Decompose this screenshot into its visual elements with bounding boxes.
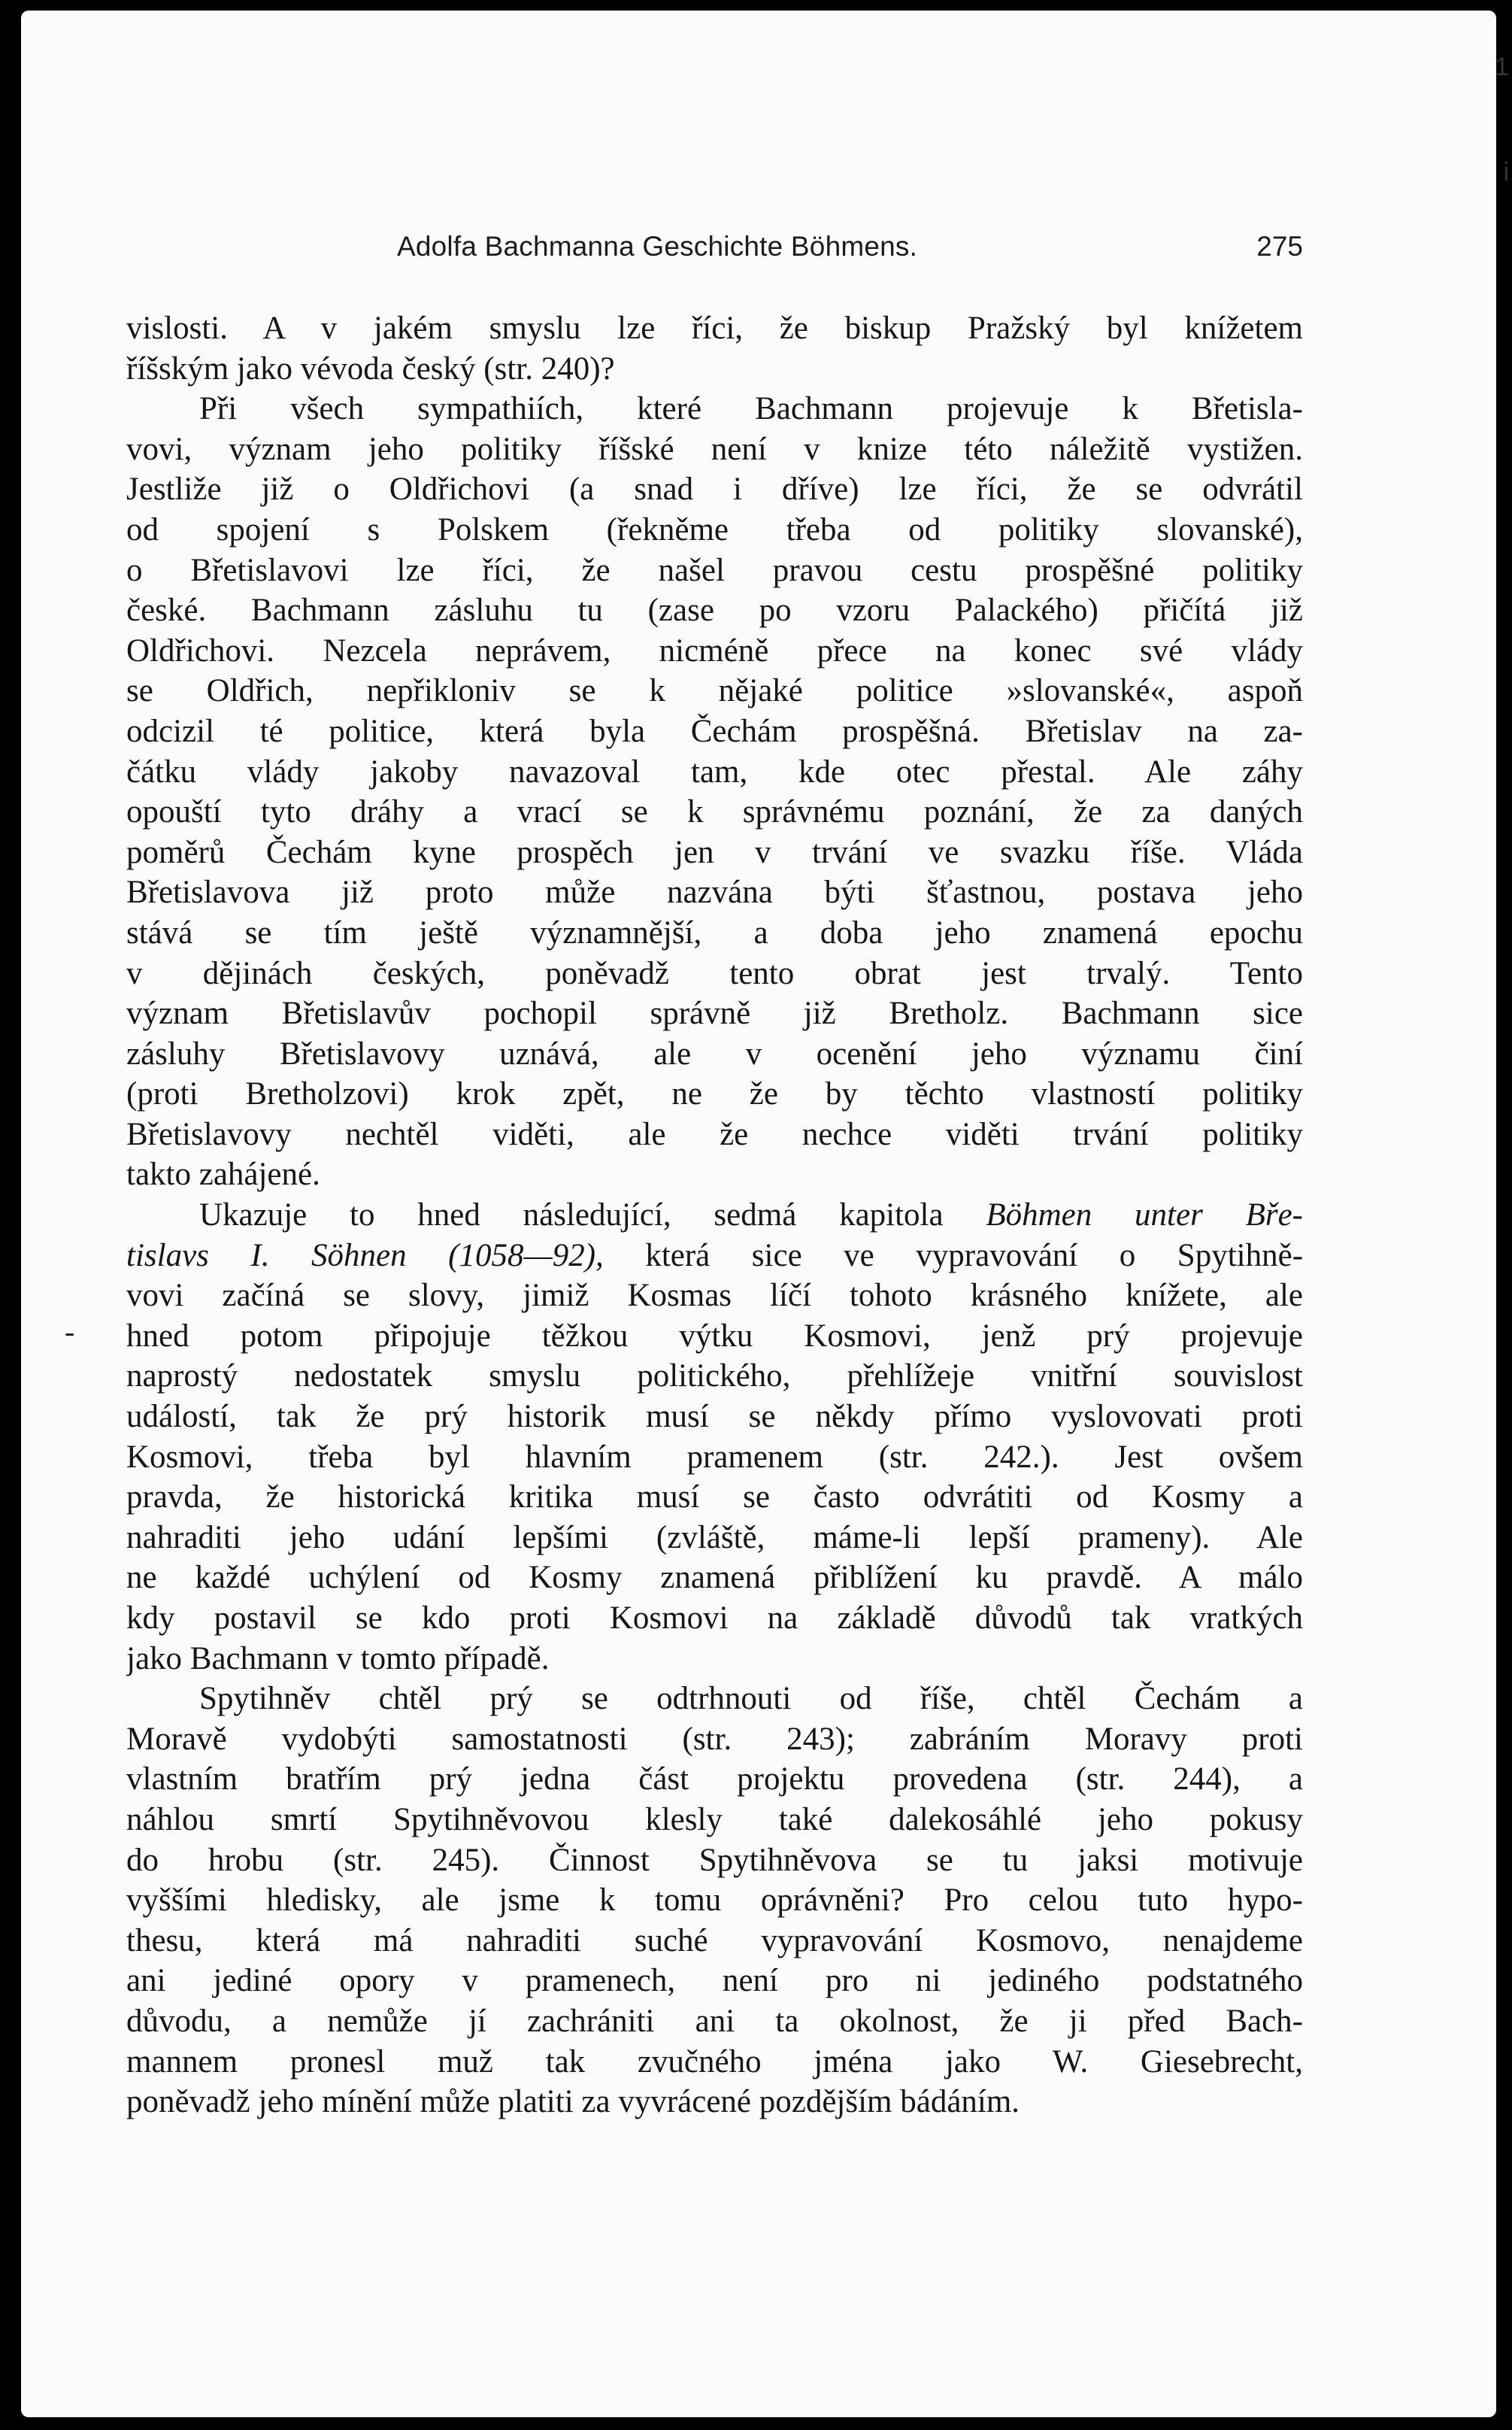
text-line: thesu, která má nahraditi suché vypravování Kosmovo, nenajdeme [126,1922,1303,1958]
text-line: Spytihněv chtěl prý se odtrhnouti od říše, chtěl Čechám a [199,1681,1303,1717]
text-line: takto zahájené. [126,1157,320,1193]
running-title: Adolfa Bachmanna Geschichte Böhmens. [397,231,918,262]
text-line: Oldřichovi. Nezcela neprávem, nicméně přece na konec své vlády [126,633,1303,669]
book-page [21,11,1496,2417]
text-line [126,1236,1303,1276]
text-segment: která sice ve vypravování o Spytihně- [645,1237,1303,1273]
text-line: Jestliže již o Oldřichovi (a snad i dříve) lze říci, že se odvrátil [126,472,1303,508]
text-line: v dějinách českých, poněvadž tento obrat jest trvalý. Tento [126,955,1303,991]
text-line: význam Břetislavův pochopil správně již Bretholz. Bachmann sice [126,996,1303,1032]
text-line: vovi, význam jeho politiky říšské není v knize této náležitě vystižen. [126,431,1303,467]
text-line: důvodu, a nemůže jí zachrániti ani ta okolnost, že ji před Bach- [126,2003,1303,2039]
body-text [126,308,1303,2122]
text-line: do hrobu (str. 245). Činnost Spytihněvova se tu jaksi motivuje [126,1842,1303,1878]
text-line: stává se tím ještě významnější, a doba jeho znamená epochu [126,915,1303,951]
margin-mark: - [65,1315,75,1348]
text-line: ani jediné opory v pramenech, není pro ni jediného podstatného [126,1963,1303,1999]
text-line: naprostý nedostatek smyslu politického, přehlížeje vnitřní souvislost [126,1358,1303,1394]
page-header [397,231,1303,276]
text-line: nahraditi jeho udání lepšími (zvláště, máme-li lepší prameny). Ale [126,1519,1303,1555]
text-line: zásluhy Břetislavovy uznává, ale v ocenění jeho významu činí [126,1036,1303,1072]
text-line: Břetislavova již proto může nazvána býti šťastnou, postava jeho [126,875,1303,911]
text-line: Moravě vydobýti samostatnosti (str. 243); zabráním Moravy proti [126,1721,1303,1757]
text-line: událostí, tak že prý historik musí se někdy přímo vyslovovati proti [126,1399,1303,1435]
page-number: 275 [1256,231,1303,262]
text-line: Při všech sympathiích, které Bachmann projevuje k Břetisla- [199,391,1303,427]
text-line: odcizil té politice, která byla Čechám prospěšná. Břetislav na za- [126,713,1303,749]
text-line: Břetislavovy nechtěl viděti, ale že nechce viděti trvání politiky [126,1116,1303,1152]
text-line: pravda, že historická kritika musí se často odvrátiti od Kosmy a [126,1479,1303,1515]
text-line: náhlou smrtí Spytihněvovou klesly také dalekosáhlé jeho pokusy [126,1801,1303,1837]
text-line: kdy postavil se kdo proti Kosmovi na základě důvodů tak vratkých [126,1600,1303,1636]
text-line: vovi začíná se slovy, jimiž Kosmas líčí tohoto krásného knížete, ale [126,1278,1303,1314]
text-line: vislosti. A v jakém smyslu lze říci, že biskup Pražský byl knížetem [126,311,1303,346]
text-line: říšským jako vévoda český (str. 240)? [126,350,615,387]
text-segment: Ukazuje to hned následující, sedmá kapitola [199,1197,944,1233]
text-line: ne každé uchýlení od Kosmy znamená přiblížení ku pravdě. A málo [126,1560,1303,1596]
text-line: vlastním bratřím prý jedna část projektu provedena (str. 244), a [126,1761,1303,1797]
text-line: (proti Bretholzovi) krok zpět, ne že by těchto vlastností politiky [126,1076,1303,1112]
text-line [126,1195,1303,1236]
text-line: čátku vlády jakoby navazoval tam, kde otec přestal. Ale záhy [126,754,1303,790]
text-line: vyššími hledisky, ale jsme k tomu oprávněni? Pro celou tuto hypo- [126,1882,1303,1919]
text-line: Kosmovi, třeba byl hlavním pramenem (str. 242.). Jest ovšem [126,1439,1303,1475]
text-line: od spojení s Polskem (řekněme třeba od politiky slovanské), [126,511,1303,548]
text-line: poněvadž jeho mínění může platiti za vyvrácené pozdějším bádáním. [126,2084,1020,2120]
text-line: opouští tyto dráhy a vrací se k správnému poznání, že za daných [126,794,1303,830]
text-line: mannem pronesl muž tak zvučného jména jako W. Giesebrecht, [126,2043,1303,2080]
text-line: poměrů Čechám kyne prospěch jen v trvání ve svazku říše. Vláda [126,834,1303,870]
scan-edge-mark: i [1503,158,1509,187]
text-line: se Oldřich, nepřikloniv se k nějaké politice »slovanské«, aspoň [126,673,1303,709]
text-line: jako Bachmann v tomto případě. [126,1640,550,1676]
book-title-italic: Böhmen unter Bře- [986,1197,1303,1233]
text-line: české. Bachmann zásluhu tu (zase po vzoru Palackého) přičítá již [126,593,1303,629]
text-line: o Břetislavovi lze říci, že našel pravou cestu prospěšné politiky [126,552,1303,588]
book-title-italic: tislavs I. Söhnen (1058—92), [126,1237,604,1273]
text-line: hned potom připojuje těžkou výtku Kosmovi, jenž prý projevuje [126,1318,1303,1354]
scan-edge-mark: 1 [1495,53,1509,81]
